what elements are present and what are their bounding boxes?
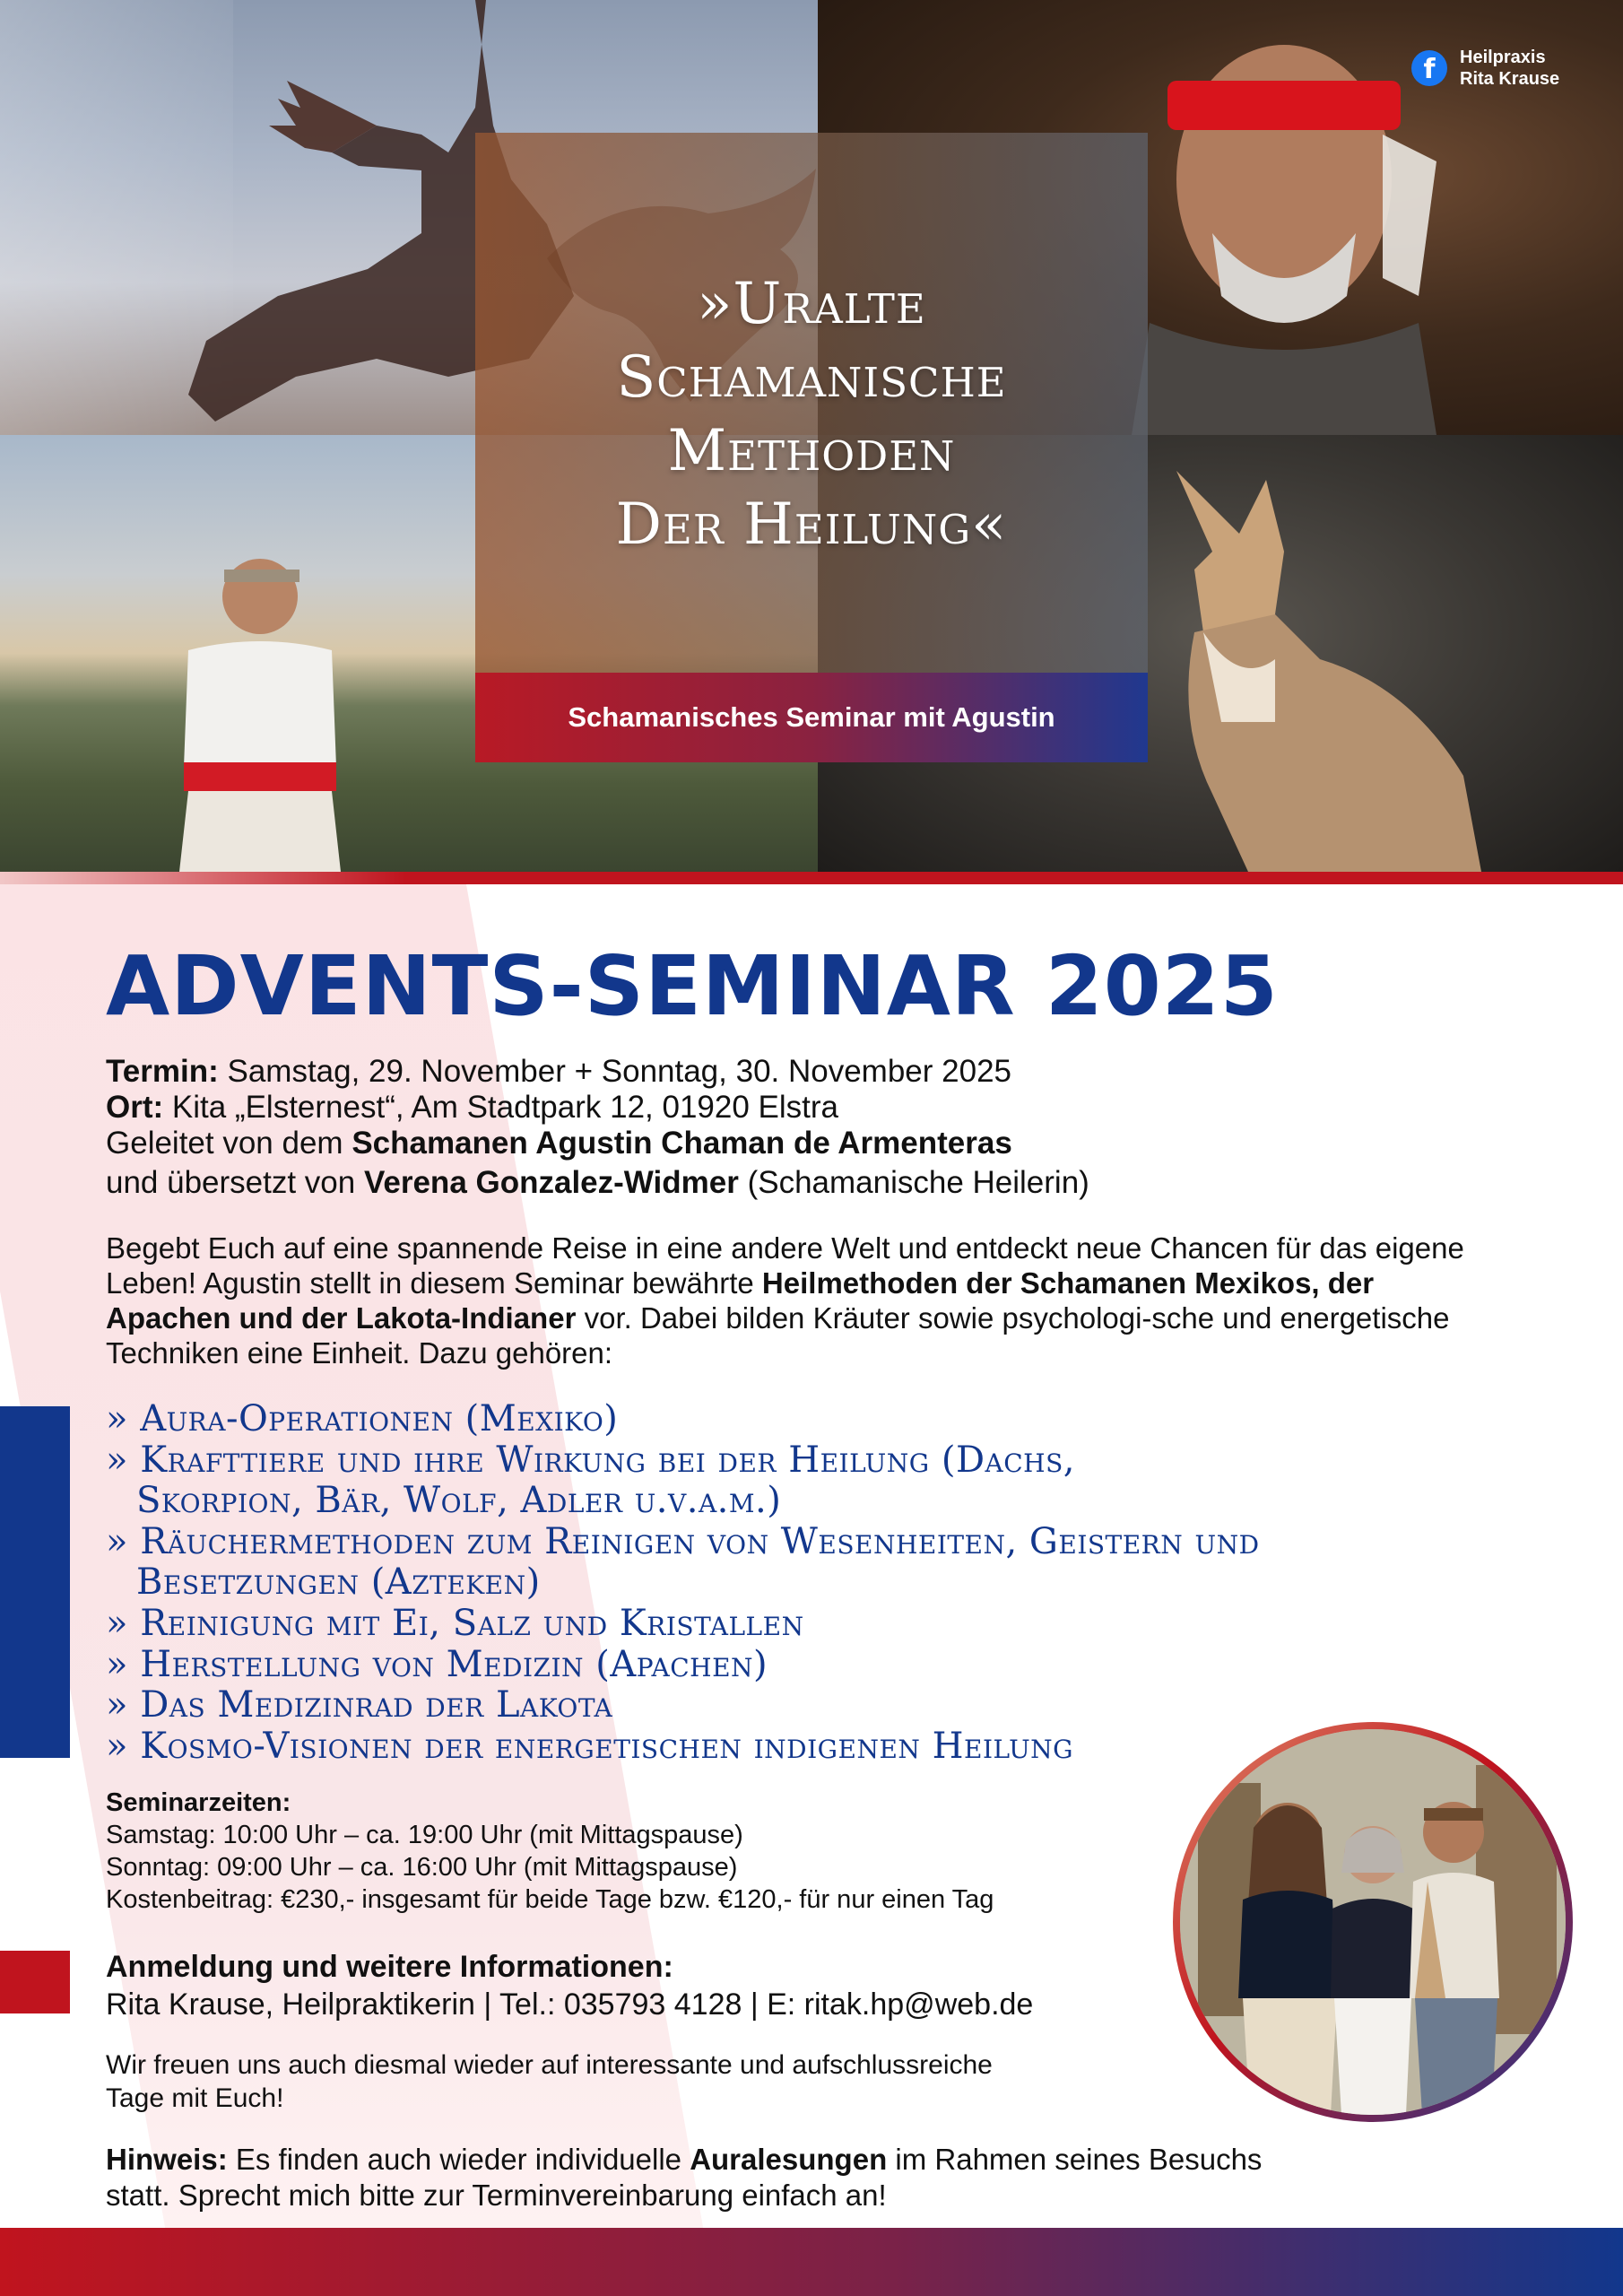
group-photo-frame bbox=[1173, 1722, 1573, 2122]
method-item: » Aura-Operationen (Mexiko) bbox=[106, 1398, 619, 1439]
times-heading-text: Seminarzeiten: bbox=[106, 1788, 291, 1817]
intro-part-2: vor. Dabei bilden Kräuter sowie psychologi-sche und energetische Techniken eine Einheit. Dazu gehören: bbox=[106, 1301, 1450, 1370]
footer-band bbox=[0, 2228, 1623, 2296]
contact-line: Rita Krause, Heilpraktikerin | Tel.: 035793 4128 | E: ritak.hp@web.de bbox=[106, 1987, 1034, 2022]
hero-title bbox=[475, 267, 1148, 561]
translator-role: (Schamanische Heilerin) bbox=[738, 1165, 1089, 1200]
facebook-badge[interactable] bbox=[1411, 47, 1559, 90]
seminar-banner: Schamanisches Seminar mit Agustin bbox=[475, 673, 1148, 762]
red-side-bar bbox=[0, 1951, 70, 2013]
date-value: Samstag, 29. November + Sonntag, 30. November 2025 bbox=[218, 1054, 1012, 1089]
translated-prefix: und übersetzt von bbox=[106, 1165, 364, 1200]
led-by-prefix: Geleitet von dem bbox=[106, 1126, 352, 1161]
location-value: Kita „Elsternest“, Am Stadtpark 12, 01920 Elstra bbox=[163, 1090, 839, 1125]
intro-part-1: Begebt Euch auf eine spannende Reise in eine andere Welt und entdeckt neue Chancen für das eigene Leben! Agustin stellt in diesem Seminar bewährte bbox=[106, 1231, 1464, 1300]
methods-list bbox=[106, 1399, 1410, 1767]
title-line-3: Methoden bbox=[667, 418, 956, 484]
method-item: » Kosmo-Visionen der energetischen indigenen Heilung bbox=[106, 1725, 1074, 1767]
intro-highlight: Heilmethoden der Schamanen Mexikos, der Apachen und der Lakota-Indianer bbox=[106, 1266, 1375, 1335]
seminar-times bbox=[106, 1787, 1164, 1916]
hero-collage bbox=[0, 0, 1623, 872]
title-line-1: »Uralte bbox=[697, 271, 926, 337]
method-item: » Krafttiere und ihre Wirkung bei der Heilung (Dachs, Skorpion, Bär, Wolf, Adler u.v.a.m.) bbox=[106, 1439, 1075, 1522]
saturday-times: Samstag: 10:00 Uhr – ca. 19:00 Uhr (mit Mittagspause) bbox=[106, 1821, 743, 1849]
group-photo bbox=[1180, 1729, 1566, 2115]
location-label: Ort: bbox=[106, 1090, 164, 1125]
note-label: Hinweis: bbox=[106, 2143, 228, 2176]
method-item: » Reinigung mit Ei, Salz und Kristallen bbox=[106, 1602, 804, 1644]
times-heading bbox=[106, 1787, 1164, 1819]
facebook-icon[interactable]: f bbox=[1411, 50, 1447, 86]
note-highlight: Auralesungen bbox=[690, 2143, 888, 2176]
closing-text: Wir freuen uns auch diesmal wieder auf interessante und aufschlussreiche Tage mit Euch! bbox=[106, 2050, 993, 2113]
note-paragraph bbox=[106, 2142, 1271, 2213]
method-item: » Räuchermethoden zum Reinigen von Wesenheiten, Geistern und Besetzungen (Azteken) bbox=[106, 1520, 1260, 1604]
registration-info bbox=[106, 1948, 1164, 2023]
registration-heading-text: Anmeldung und weitere Informationen: bbox=[106, 1950, 673, 1984]
page-title: ADVENTS-SEMINAR 2025 bbox=[106, 938, 1279, 1034]
title-box bbox=[475, 133, 1148, 673]
title-line-4: Der Heilung« bbox=[615, 491, 1008, 558]
fee-line: Kostenbeitrag: €230,- insgesamt für beide Tage bzw. €120,- für nur einen Tag bbox=[106, 1885, 994, 1914]
hero-divider bbox=[0, 872, 1623, 884]
registration-heading bbox=[106, 1948, 1164, 1986]
intro-paragraph bbox=[106, 1231, 1505, 1370]
brand-line-2: Rita Krause bbox=[1460, 69, 1560, 89]
note-part-1: Es finden auch wieder individuelle bbox=[227, 2143, 690, 2176]
event-info bbox=[106, 1054, 1505, 1201]
method-item: » Herstellung von Medizin (Apachen) bbox=[106, 1643, 768, 1685]
led-by-name: Schamanen Agustin Chaman de Armenteras bbox=[352, 1126, 1012, 1161]
date-label: Termin: bbox=[106, 1054, 219, 1089]
title-line-2: Schamanische bbox=[616, 344, 1007, 411]
led-by-line bbox=[106, 1126, 1505, 1161]
date-line bbox=[106, 1054, 1505, 1090]
blue-side-bar bbox=[0, 1406, 70, 1758]
sunday-times: Sonntag: 09:00 Uhr – ca. 16:00 Uhr (mit Mittagspause) bbox=[106, 1853, 738, 1882]
brand-name bbox=[1460, 47, 1559, 90]
location-line bbox=[106, 1090, 1505, 1126]
brand-line-1: Heilpraxis bbox=[1460, 48, 1546, 67]
note-part-2: im Rahmen seines Besuchs statt. Sprecht mich bitte zur Terminvereinbarung einfach an! bbox=[106, 2143, 1263, 2212]
method-item: » Das Medizinrad der Lakota bbox=[106, 1684, 613, 1726]
translator-name: Verena Gonzalez-Widmer bbox=[363, 1165, 739, 1200]
translated-by-line bbox=[106, 1165, 1505, 1201]
